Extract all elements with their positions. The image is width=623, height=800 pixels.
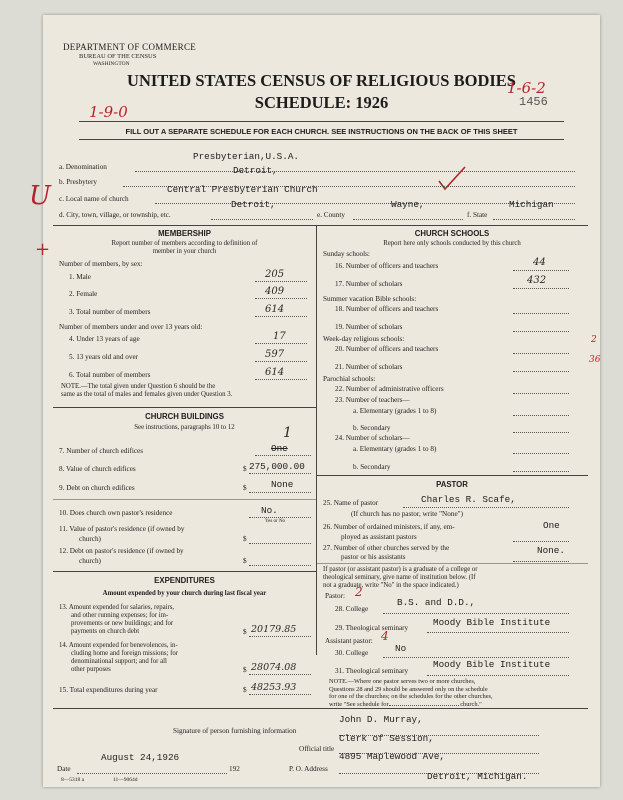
q21-mark: 36 xyxy=(589,355,601,365)
q31-value: Moody Bible Institute xyxy=(433,659,551,670)
q23a-line xyxy=(513,415,569,416)
divider xyxy=(53,708,588,709)
q7-value: One xyxy=(271,443,288,454)
total-members-label: 3. Total number of members xyxy=(69,308,151,316)
q24b-line xyxy=(513,471,569,472)
q16-label: 16. Number of officers and teachers xyxy=(335,262,439,270)
schools-heading: CHURCH SCHOOLS xyxy=(414,229,490,238)
q25-note: (If church has no pastor, write "None") xyxy=(351,510,463,518)
signature-value: John D. Murray, xyxy=(339,714,423,725)
q30-value: No xyxy=(395,643,407,654)
dollar-sign: $ xyxy=(243,628,247,636)
q13-line xyxy=(249,636,311,637)
q11-line xyxy=(249,543,311,544)
q7-label: 7. Number of church edifices xyxy=(59,447,144,455)
address-label: P. O. Address xyxy=(289,765,328,773)
form-number: 8—5318 a xyxy=(61,777,85,783)
state-value: Michigan xyxy=(509,199,554,210)
q17-value: 432 xyxy=(527,275,547,286)
female-value: 409 xyxy=(265,286,285,297)
q16-line xyxy=(513,270,569,271)
q31-label: 31. Theological seminary xyxy=(335,667,409,675)
q20-mark: 2 xyxy=(591,335,597,345)
q9-label: 9. Debt on church edifices xyxy=(59,484,135,492)
county-value: Wayne, xyxy=(391,199,425,210)
q14-value: 28074.08 xyxy=(251,662,297,673)
q8-value: 275,000.00 xyxy=(249,461,305,472)
city-field-value: Detroit, xyxy=(231,199,276,210)
q15-value: 48253.93 xyxy=(251,682,297,693)
dollar-sign: $ xyxy=(243,557,247,565)
q17-label: 17. Number of scholars xyxy=(335,280,403,288)
q23-label: 23. Number of teachers— xyxy=(335,396,410,404)
schools-intro: Report here only schools conducted by this church xyxy=(383,240,521,247)
q26-label: 26. Number of ordained ministers, if any, em- xyxy=(323,523,455,531)
q25-label: 25. Name of pastor xyxy=(323,499,379,507)
q29-line xyxy=(427,632,569,633)
address-line2: Detroit, Michigan. xyxy=(427,771,528,782)
q16-value: 44 xyxy=(533,257,546,268)
over-13-label: 5. 13 years old and over xyxy=(69,353,139,361)
denomination-value: Presbyterian,U.S.A. xyxy=(193,151,300,162)
q26-label-cont: ployed as assistant pastors xyxy=(341,533,417,541)
male-value: 205 xyxy=(265,269,285,280)
q31-line xyxy=(427,675,569,676)
serial-number: 1456 xyxy=(519,95,548,109)
under-13-label: 4. Under 13 years of age xyxy=(69,335,140,343)
q15-label: 15. Total expenditures during year xyxy=(59,686,158,694)
city-field-label: d. City, town, village, or township, etc. xyxy=(59,211,171,219)
q10-line xyxy=(249,517,311,518)
q26-value: One xyxy=(543,520,560,531)
q25-line xyxy=(403,507,569,508)
assistant-pastor-sublabel: Assistant pastor: xyxy=(325,637,373,645)
official-title-label: Official title xyxy=(299,745,335,753)
total-members-line xyxy=(255,316,307,317)
over-13-line xyxy=(255,361,307,362)
city-label: WASHINGTON xyxy=(93,61,130,67)
q14-label: 14. Amount expended for benevolences, in- cluding home and foreign missions; for denominational support; and for all other purposes xyxy=(59,642,179,673)
male-line xyxy=(255,281,307,282)
q27-value: None. xyxy=(537,545,565,556)
q14-line xyxy=(249,674,311,675)
instruction-line: FILL OUT A SEPARATE SCHEDULE FOR EACH CHURCH. SEE INSTRUCTIONS ON THE BACK OF THIS SHEET xyxy=(125,127,518,136)
total6-label: 6. Total number of members xyxy=(69,371,151,379)
q13-label: 13. Amount expended for salaries, repairs, and other running expenses; for im- provements or new buildings; and for payments on church debt xyxy=(59,604,175,635)
pastor-heading: PASTOR xyxy=(436,480,468,489)
divider xyxy=(79,139,564,140)
divider xyxy=(53,499,316,500)
q24a-label: a. Elementary (grades 1 to 8) xyxy=(353,445,437,453)
county-line xyxy=(353,219,463,220)
age-group-label: Number of members under and over 13 years old: xyxy=(59,323,203,331)
over-13-value: 597 xyxy=(265,349,285,360)
pastor-mark: 2 xyxy=(355,585,363,599)
membership-note: NOTE.—The total given under Question 6 should be the same as the total of males and females given under Question 3. xyxy=(61,383,233,398)
q19-label: 19. Number of scholars xyxy=(335,323,403,331)
q23a-label: a. Elementary (grades 1 to 8) xyxy=(353,407,437,415)
yes-no-hint: Yes or No xyxy=(265,519,286,524)
divider xyxy=(317,475,588,476)
table-top-rule xyxy=(53,225,588,226)
q24b-label: b. Secondary xyxy=(353,463,391,471)
q11-label-cont: church) xyxy=(79,535,101,543)
q7-line xyxy=(255,455,311,456)
q18-line xyxy=(513,313,569,314)
pastor-sublabel: Pastor: xyxy=(325,592,345,600)
q29-label: 29. Theological seminary xyxy=(335,624,409,632)
q20-line xyxy=(513,353,569,354)
summer-schools-label: Summer vacation Bible schools: xyxy=(323,295,417,303)
state-line xyxy=(493,219,575,220)
official-title-value: Clerk of Session, xyxy=(339,733,434,744)
female-label: 2. Female xyxy=(69,290,98,298)
q20-label: 20. Number of officers and teachers xyxy=(335,345,439,353)
dollar-sign: $ xyxy=(243,484,247,492)
weekday-schools-label: Week-day religious schools: xyxy=(323,335,405,343)
sunday-schools-label: Sunday schools: xyxy=(323,250,370,258)
graduate-instructions: If pastor (or assistant pastor) is a graduate of a college or theological seminary, give name of institution below. (If not a graduate, write "No" in the space indicated.) xyxy=(323,566,478,589)
q30-line xyxy=(383,657,569,658)
signature-label: Signature of person furnishing information xyxy=(173,727,297,735)
q22-label: 22. Number of administrative officers xyxy=(335,385,444,393)
date-line xyxy=(77,773,227,774)
buildings-subheading: See instructions, paragraphs 10 to 12 xyxy=(134,424,235,431)
q28-line xyxy=(383,613,569,614)
q19-line xyxy=(513,331,569,332)
presbytery-label: b. Presbytery xyxy=(59,178,97,186)
q26-line xyxy=(513,541,569,542)
q18-label: 18. Number of officers and teachers xyxy=(335,305,439,313)
church-name-value: Central Presbyterian Church xyxy=(167,184,318,195)
q27-line xyxy=(513,561,569,562)
expenditures-subheading: Amount expended by your church during last fiscal year xyxy=(102,590,267,597)
annotation-right: 1-6-2 xyxy=(507,79,546,97)
q29-value: Moody Bible Institute xyxy=(433,617,551,628)
parochial-schools-label: Parochial schools: xyxy=(323,375,376,383)
department-label: DEPARTMENT OF COMMERCE xyxy=(63,42,197,52)
q13-value: 20179.85 xyxy=(251,624,297,635)
divider xyxy=(53,571,316,572)
q30-label: 30. College xyxy=(335,649,369,657)
q24a-line xyxy=(513,453,569,454)
q28-value: B.S. and D.D., xyxy=(397,597,476,608)
q17-line xyxy=(513,288,569,289)
church-name-label: c. Local name of church xyxy=(59,195,129,203)
q9-value: None xyxy=(271,479,294,490)
total-members-value: 614 xyxy=(265,304,285,315)
checkmark-icon xyxy=(437,165,467,191)
q7-correction: 1 xyxy=(283,425,292,441)
q11-label: 11. Value of pastor's residence (if owned by xyxy=(59,525,185,533)
date-value: August 24,1926 xyxy=(101,752,180,763)
q22-line xyxy=(513,393,569,394)
q10-label: 10. Does church own pastor's residence xyxy=(59,509,173,517)
divider xyxy=(53,407,316,408)
annotation-left: 1-9-0 xyxy=(89,103,128,121)
margin-mark-u: U xyxy=(29,181,51,211)
denomination-line xyxy=(135,171,575,172)
print-number: 11—9064d xyxy=(113,777,138,783)
female-line xyxy=(255,298,307,299)
assistant-pastor-mark: 4 xyxy=(381,629,389,643)
q28-label: 28. College xyxy=(335,605,369,613)
q12-line xyxy=(249,565,311,566)
dollar-sign: $ xyxy=(243,465,247,473)
q24-label: 24. Number of scholars— xyxy=(335,434,410,442)
margin-mark-plus: + xyxy=(35,239,51,260)
dollar-sign: $ xyxy=(243,535,247,543)
census-schedule-sheet xyxy=(29,15,601,787)
form-title: UNITED STATES CENSUS OF RELIGIOUS BODIES xyxy=(127,71,516,90)
male-label: 1. Male xyxy=(69,273,91,281)
q27-label: 27. Number of other churches served by the xyxy=(323,544,450,552)
state-label: f. State xyxy=(467,211,488,219)
q27-label-cont: pastor or his assistants xyxy=(341,553,406,561)
q8-label: 8. Value of church edifices xyxy=(59,465,136,473)
pastor-note: NOTE.—Where one pastor serves two or more churches, Questions 28 and 29 should be answered only on the schedule for one of the churches; on the schedules for the other churches, write "See schedule for church." xyxy=(329,678,493,708)
column-divider xyxy=(316,225,317,655)
form-subtitle: SCHEDULE: 1926 xyxy=(254,93,389,112)
q12-label-cont: church) xyxy=(79,557,101,565)
presbytery-value: Detroit, xyxy=(233,165,278,176)
q25-value: Charles R. Scafe, xyxy=(421,494,516,505)
address-line1: 4895 Maplewood Ave, xyxy=(339,751,446,762)
expenditures-heading: EXPENDITURES xyxy=(154,576,215,585)
total6-value: 614 xyxy=(265,367,285,378)
year-suffix: 192 xyxy=(229,765,240,773)
under-13-value: 17 xyxy=(273,331,286,342)
q12-label: 12. Debt on pastor's residence (if owned by xyxy=(59,547,184,555)
membership-heading: MEMBERSHIP xyxy=(158,229,211,238)
dollar-sign: $ xyxy=(243,686,247,694)
under-13-line xyxy=(255,343,307,344)
q23b-line xyxy=(513,432,569,433)
total6-line xyxy=(255,379,307,380)
q10-value: No. xyxy=(261,505,278,516)
q9-line xyxy=(249,492,311,493)
divider xyxy=(317,563,588,564)
date-label: Date xyxy=(57,765,71,773)
bureau-label: BUREAU OF THE CENSUS xyxy=(79,53,157,60)
members-by-sex-label: Number of members, by sex: xyxy=(59,260,143,268)
county-label: e. County xyxy=(317,211,345,219)
q21-line xyxy=(513,371,569,372)
denomination-label: a. Denomination xyxy=(59,163,107,171)
membership-intro: Report number of members according to definition of member in your church xyxy=(111,240,258,255)
buildings-heading: CHURCH BUILDINGS xyxy=(145,412,224,421)
q15-line xyxy=(249,694,311,695)
divider xyxy=(79,121,564,122)
q23b-label: b. Secondary xyxy=(353,424,391,432)
city-field-line xyxy=(211,219,313,220)
q8-line xyxy=(249,473,311,474)
dollar-sign: $ xyxy=(243,666,247,674)
q21-label: 21. Number of scholars xyxy=(335,363,403,371)
